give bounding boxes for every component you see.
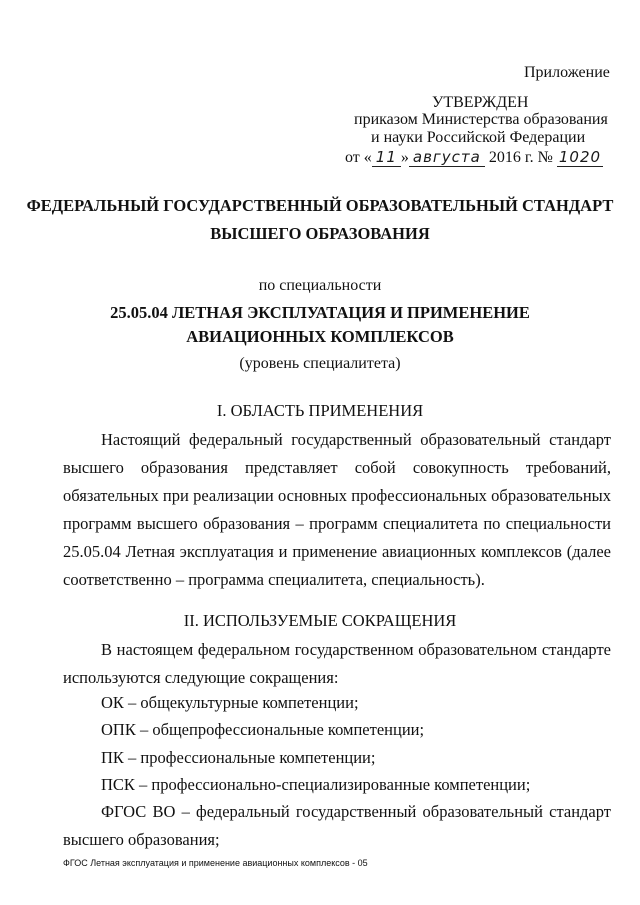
specialty-line-2: АВИАЦИОННЫХ КОМПЛЕКСОВ <box>186 327 454 346</box>
page-footer: ФГОС Летная эксплуатация и применение авиационных комплексов - 05 <box>63 858 368 868</box>
abbr-item-fgos <box>63 798 611 854</box>
order-number: 1020 <box>558 148 602 166</box>
date-year: 2016 г. № <box>488 149 553 166</box>
appendix-label: Приложение <box>524 64 610 81</box>
abbr-item-ok: ОК – общекультурные компетенции; <box>101 693 359 712</box>
date-mid: » <box>400 149 409 166</box>
order-line-1: приказом Министерства образования <box>354 111 608 128</box>
date-day: 11 <box>372 148 401 167</box>
order-date-line <box>345 147 603 168</box>
section-2-heading: II. ИСПОЛЬЗУЕМЫЕ СОКРАЩЕНИЯ <box>183 611 457 630</box>
specialty-level: (уровень специалитета) <box>239 355 401 372</box>
date-prefix: от « <box>345 149 372 166</box>
doc-title-line-2: ВЫСШЕГО ОБРАЗОВАНИЯ <box>210 224 430 243</box>
abbr-item-pk: ПК – профессиональные компетенции; <box>101 748 376 767</box>
date-month: августа <box>409 148 485 167</box>
section-1-body: Настоящий федеральный государственный образовательный стандарт высшего образования представляет собой совокупность требований, обязательных при реализации основных профессиональных образовательных программ высшего образования – программ специалитета по специальности 25.05.04 Летная эксплуатация и применение авиационных комплексов (далее соответственно – программа специалитета, специальность). <box>63 430 611 589</box>
doc-title-line-1: ФЕДЕРАЛЬНЫЙ ГОСУДАРСТВЕННЫЙ ОБРАЗОВАТЕЛЬНЫЙ СТАНДАРТ <box>26 196 614 215</box>
section-1-text <box>63 426 611 594</box>
abbr-item-psk: ПСК – профессионально-специализированные компетенции; <box>101 775 531 794</box>
order-line-2: и науки Российской Федерации <box>371 129 586 146</box>
specialty-by: по специальности <box>258 277 382 294</box>
specialty-line-1: 25.05.04 ЛЕТНАЯ ЭКСПЛУАТАЦИЯ И ПРИМЕНЕНИЕ <box>110 303 530 322</box>
section-1-heading: I. ОБЛАСТЬ ПРИМЕНЕНИЯ <box>216 401 424 420</box>
abbr-item-fgos-text: ФГОС ВО – федеральный государственный образовательный стандарт высшего образования; <box>63 802 611 849</box>
section-2-intro <box>63 636 611 692</box>
abbr-item-opk: ОПК – общепрофессиональные компетенции; <box>101 720 425 739</box>
approved-label: УТВЕРЖДЕН <box>432 94 529 111</box>
section-2-intro-text: В настоящем федеральном государственном образовательном стандарте используются следующие сокращения: <box>63 640 611 687</box>
